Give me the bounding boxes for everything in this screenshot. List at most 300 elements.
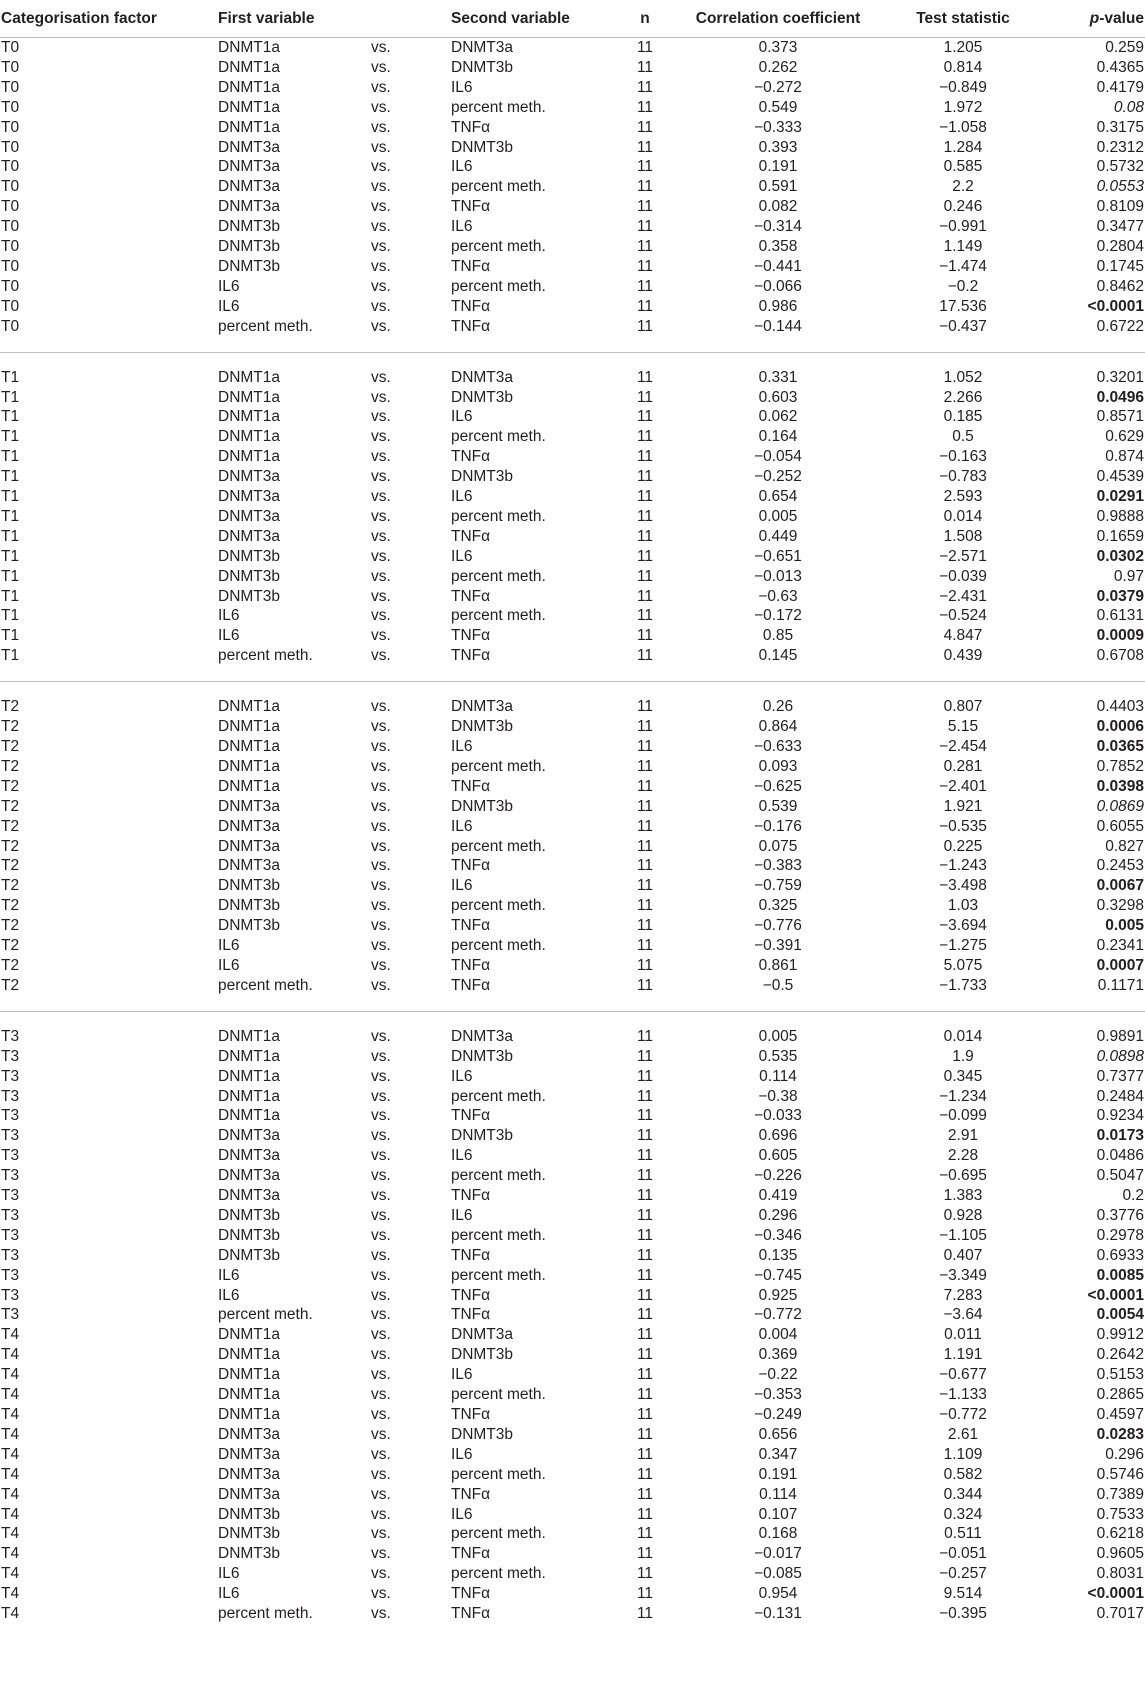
cell-vs: vs. <box>371 1226 391 1244</box>
table-row <box>0 177 1145 197</box>
cell-first-variable: DNMT3b <box>218 1545 281 1563</box>
cell-second-variable: IL6 <box>451 488 473 506</box>
cell-second-variable: DNMT3b <box>451 1047 514 1065</box>
cell-n: 11 <box>636 718 654 736</box>
cell-test-statistic: 0.185 <box>943 408 983 426</box>
cell-n: 11 <box>636 897 654 915</box>
cell-second-variable: percent meth. <box>451 837 546 855</box>
table-row <box>0 427 1145 447</box>
cell-test-statistic: 0.5 <box>952 428 974 446</box>
cell-test-statistic: 5.075 <box>943 956 983 974</box>
cell-p-value: 0.874 <box>1105 448 1144 466</box>
cell-second-variable: percent meth. <box>451 897 546 915</box>
cell-vs: vs. <box>371 257 391 275</box>
cell-test-statistic: −3.64 <box>943 1306 983 1324</box>
cell-n: 11 <box>636 917 654 935</box>
cell-correlation-coefficient: 0.107 <box>758 1505 798 1523</box>
cell-vs: vs. <box>371 238 391 256</box>
cell-n: 11 <box>636 527 654 545</box>
table-row <box>0 1505 1145 1525</box>
cell-correlation-coefficient: 0.539 <box>758 797 798 815</box>
cell-first-variable: DNMT3b <box>218 257 281 275</box>
table-row <box>0 1305 1145 1325</box>
cell-test-statistic: −0.772 <box>939 1406 987 1423</box>
group-separator <box>0 337 1145 353</box>
cell-vs: vs. <box>371 587 391 605</box>
cell-second-variable: TNFα <box>451 448 491 466</box>
table-row <box>0 896 1145 916</box>
table-row <box>0 157 1145 177</box>
cell-n: 11 <box>636 647 654 665</box>
cell-first-variable: DNMT3b <box>218 1246 281 1264</box>
table-row <box>0 277 1145 297</box>
cell-second-variable: percent meth. <box>451 1167 546 1185</box>
cell-n: 11 <box>636 1226 654 1244</box>
table-row <box>0 1226 1145 1246</box>
cell-categorisation-factor: T3 <box>1 1047 20 1065</box>
cell-categorisation-factor: T0 <box>1 158 20 176</box>
table-row <box>0 1286 1145 1306</box>
cell-categorisation-factor: T1 <box>1 587 20 605</box>
cell-correlation-coefficient: −0.249 <box>754 1406 802 1423</box>
cell-test-statistic: 0.582 <box>943 1465 983 1483</box>
table-row <box>0 1425 1145 1445</box>
table-row <box>0 527 1145 547</box>
cell-first-variable: DNMT3b <box>218 547 281 565</box>
cell-p-value: 0.08 <box>1113 98 1144 116</box>
cell-first-variable: DNMT3b <box>218 1206 281 1224</box>
table-row <box>0 956 1145 976</box>
cell-first-variable: IL6 <box>218 937 240 955</box>
cell-second-variable: DNMT3b <box>451 388 514 406</box>
cell-first-variable: DNMT3b <box>218 218 281 236</box>
spacer-cell <box>0 352 1145 368</box>
cell-first-variable: DNMT1a <box>218 98 281 116</box>
cell-p-value: 0.1659 <box>1096 527 1144 545</box>
cell-second-variable: TNFα <box>451 777 491 795</box>
cell-test-statistic: 0.439 <box>943 647 983 665</box>
cell-correlation-coefficient: 0.85 <box>762 627 794 645</box>
cell-vs: vs. <box>371 1326 391 1344</box>
cell-test-statistic: 1.052 <box>943 368 983 386</box>
cell-test-statistic: 0.281 <box>943 757 983 775</box>
cell-second-variable: TNFα <box>451 857 491 875</box>
cell-n: 11 <box>636 738 654 755</box>
cell-categorisation-factor: T4 <box>1 1485 20 1503</box>
cell-first-variable: DNMT1a <box>218 698 281 716</box>
cell-n: 11 <box>636 698 654 716</box>
cell-correlation-coefficient: −0.745 <box>754 1266 802 1284</box>
cell-vs: vs. <box>371 1266 391 1284</box>
cell-vs: vs. <box>371 1585 391 1603</box>
cell-n: 11 <box>636 1266 654 1284</box>
cell-test-statistic: −0.677 <box>939 1366 987 1384</box>
cell-vs: vs. <box>371 507 391 525</box>
cell-correlation-coefficient: 0.549 <box>758 98 798 116</box>
cell-categorisation-factor: T4 <box>1 1525 20 1543</box>
header-vs-spacer <box>371 0 451 38</box>
cell-vs: vs. <box>371 368 391 386</box>
table-row <box>0 487 1145 507</box>
cell-n: 11 <box>636 1147 654 1165</box>
cell-correlation-coefficient: −0.272 <box>754 78 802 96</box>
cell-vs: vs. <box>371 468 391 486</box>
cell-vs: vs. <box>371 1485 391 1503</box>
cell-second-variable: percent meth. <box>451 277 546 295</box>
cell-p-value: 0.2453 <box>1096 857 1144 875</box>
cell-n: 11 <box>636 837 654 855</box>
cell-vs: vs. <box>371 1246 391 1264</box>
cell-vs: vs. <box>371 1565 391 1583</box>
cell-vs: vs. <box>371 738 391 755</box>
table-row <box>0 1604 1145 1624</box>
group-separator <box>0 666 1145 682</box>
cell-correlation-coefficient: −0.346 <box>754 1226 802 1244</box>
header-first-variable: First variable <box>218 0 371 38</box>
cell-second-variable: DNMT3b <box>451 1425 514 1443</box>
cell-first-variable: DNMT1a <box>218 1406 281 1423</box>
cell-test-statistic: 0.928 <box>943 1206 983 1224</box>
cell-second-variable: TNFα <box>451 1107 491 1125</box>
cell-first-variable: DNMT3a <box>218 857 281 875</box>
cell-correlation-coefficient: 0.449 <box>758 527 798 545</box>
cell-p-value: 0.2978 <box>1096 1226 1144 1244</box>
cell-vs: vs. <box>371 178 391 196</box>
cell-correlation-coefficient: −0.314 <box>754 218 802 236</box>
cell-correlation-coefficient: −0.252 <box>754 468 802 486</box>
cell-p-value: 0.6218 <box>1096 1525 1144 1543</box>
cell-categorisation-factor: T2 <box>1 817 20 835</box>
cell-vs: vs. <box>371 58 391 76</box>
cell-vs: vs. <box>371 1187 391 1205</box>
cell-correlation-coefficient: −0.633 <box>754 738 802 755</box>
table-row <box>0 1325 1145 1345</box>
cell-n: 11 <box>636 1605 654 1623</box>
header-test-statistic: Test statistic <box>882 0 1044 38</box>
cell-correlation-coefficient: 0.145 <box>758 647 798 665</box>
cell-correlation-coefficient: 0.373 <box>758 39 798 56</box>
cell-second-variable: TNFα <box>451 647 491 665</box>
cell-n: 11 <box>636 317 654 335</box>
cell-test-statistic: 0.345 <box>943 1067 983 1085</box>
cell-first-variable: DNMT3a <box>218 1187 281 1205</box>
cell-correlation-coefficient: −0.226 <box>754 1167 802 1185</box>
cell-p-value: 0.2312 <box>1096 138 1144 156</box>
cell-test-statistic: −2.571 <box>939 547 987 565</box>
cell-correlation-coefficient: −0.38 <box>758 1087 798 1105</box>
cell-second-variable: TNFα <box>451 317 491 335</box>
cell-categorisation-factor: T2 <box>1 877 20 895</box>
cell-test-statistic: −3.498 <box>939 877 987 895</box>
cell-categorisation-factor: T1 <box>1 368 20 386</box>
cell-correlation-coefficient: 0.005 <box>758 1027 798 1045</box>
cell-first-variable: DNMT1a <box>218 1047 281 1065</box>
cell-second-variable: IL6 <box>451 738 473 755</box>
cell-p-value: 0.2 <box>1122 1187 1144 1205</box>
cell-categorisation-factor: T4 <box>1 1445 20 1463</box>
cell-correlation-coefficient: −0.085 <box>754 1565 802 1583</box>
cell-vs: vs. <box>371 297 391 315</box>
cell-first-variable: DNMT1a <box>218 1346 281 1364</box>
cell-correlation-coefficient: −0.759 <box>754 877 802 895</box>
cell-categorisation-factor: T4 <box>1 1346 20 1364</box>
cell-correlation-coefficient: 0.005 <box>758 507 798 525</box>
table-row <box>0 1266 1145 1286</box>
cell-n: 11 <box>636 78 654 96</box>
table-row <box>0 856 1145 876</box>
cell-first-variable: DNMT3b <box>218 1226 281 1244</box>
cell-first-variable: IL6 <box>218 607 240 625</box>
table-row <box>0 1485 1145 1505</box>
cell-test-statistic: −1.058 <box>939 118 987 136</box>
table-row <box>0 606 1145 626</box>
cell-first-variable: DNMT3b <box>218 897 281 915</box>
cell-second-variable: TNFα <box>451 1605 491 1623</box>
cell-test-statistic: 1.508 <box>943 527 983 545</box>
table-row <box>0 138 1145 158</box>
cell-p-value: 0.0379 <box>1096 587 1144 605</box>
cell-first-variable: DNMT1a <box>218 448 281 466</box>
cell-categorisation-factor: T0 <box>1 39 20 56</box>
cell-n: 11 <box>636 757 654 775</box>
cell-categorisation-factor: T4 <box>1 1425 20 1443</box>
table-row <box>0 916 1145 936</box>
table-row <box>0 118 1145 138</box>
cell-second-variable: DNMT3b <box>451 797 514 815</box>
cell-second-variable: TNFα <box>451 198 491 216</box>
cell-test-statistic: −0.535 <box>939 817 987 835</box>
cell-vs: vs. <box>371 837 391 855</box>
cell-categorisation-factor: T4 <box>1 1585 20 1603</box>
cell-p-value: 0.8571 <box>1096 408 1144 426</box>
cell-vs: vs. <box>371 1067 391 1085</box>
cell-first-variable: DNMT1a <box>218 408 281 426</box>
cell-first-variable: DNMT1a <box>218 1027 281 1045</box>
cell-n: 11 <box>636 1465 654 1483</box>
table-row <box>0 1246 1145 1266</box>
cell-categorisation-factor: T1 <box>1 527 20 545</box>
cell-p-value: 0.0283 <box>1096 1425 1144 1443</box>
header-p-value <box>1044 0 1145 38</box>
cell-test-statistic: −0.437 <box>939 317 987 335</box>
cell-categorisation-factor: T4 <box>1 1366 20 1384</box>
cell-n: 11 <box>636 1206 654 1224</box>
table-row <box>0 547 1145 567</box>
cell-categorisation-factor: T1 <box>1 607 20 625</box>
cell-second-variable: TNFα <box>451 976 491 994</box>
cell-test-statistic: −0.2 <box>947 277 979 295</box>
cell-first-variable: DNMT1a <box>218 388 281 406</box>
cell-p-value: 0.5732 <box>1096 158 1144 176</box>
cell-second-variable: TNFα <box>451 1246 491 1264</box>
cell-n: 11 <box>636 1565 654 1583</box>
cell-first-variable: IL6 <box>218 277 240 295</box>
cell-correlation-coefficient: −0.625 <box>754 777 802 795</box>
cell-second-variable: TNFα <box>451 297 491 315</box>
cell-correlation-coefficient: 0.535 <box>758 1047 798 1065</box>
cell-test-statistic: −1.733 <box>939 976 987 994</box>
cell-correlation-coefficient: 0.114 <box>759 1485 797 1503</box>
cell-correlation-coefficient: 0.369 <box>758 1346 798 1364</box>
cell-vs: vs. <box>371 1425 391 1443</box>
table-row <box>0 257 1145 277</box>
cell-first-variable: DNMT1a <box>218 118 281 136</box>
header-n: n <box>616 0 674 38</box>
cell-test-statistic: 1.9 <box>952 1047 974 1065</box>
cell-categorisation-factor: T1 <box>1 567 20 585</box>
cell-vs: vs. <box>371 1206 391 1224</box>
cell-vs: vs. <box>371 797 391 815</box>
cell-vs: vs. <box>371 976 391 994</box>
table-row <box>0 1106 1145 1126</box>
cell-n: 11 <box>636 198 654 216</box>
group-separator <box>0 996 1145 1012</box>
cell-second-variable: TNFα <box>451 917 491 935</box>
cell-first-variable: DNMT1a <box>218 1107 281 1125</box>
cell-second-variable: percent meth. <box>451 567 546 585</box>
cell-first-variable: DNMT3b <box>218 1505 281 1523</box>
cell-correlation-coefficient: 0.075 <box>758 837 798 855</box>
cell-categorisation-factor: T4 <box>1 1406 20 1423</box>
cell-first-variable: DNMT1a <box>218 1087 281 1105</box>
cell-p-value: 0.9888 <box>1096 507 1144 525</box>
cell-correlation-coefficient: 0.262 <box>758 58 798 76</box>
table-row <box>0 837 1145 857</box>
cell-p-value: 0.5746 <box>1096 1465 1144 1483</box>
cell-second-variable: IL6 <box>451 877 473 895</box>
cell-categorisation-factor: T2 <box>1 956 20 974</box>
cell-test-statistic: −0.849 <box>939 78 987 96</box>
cell-test-statistic: −2.454 <box>939 738 987 755</box>
spacer-cell <box>0 1011 1145 1027</box>
cell-correlation-coefficient: −0.066 <box>754 277 802 295</box>
cell-test-statistic: 2.2 <box>952 178 974 196</box>
cell-n: 11 <box>636 627 654 645</box>
cell-categorisation-factor: T1 <box>1 507 20 525</box>
cell-second-variable: percent meth. <box>451 1465 546 1483</box>
cell-p-value: 0.0398 <box>1096 777 1144 795</box>
cell-test-statistic: 4.847 <box>943 627 983 645</box>
cell-n: 11 <box>636 1406 654 1423</box>
cell-categorisation-factor: T2 <box>1 777 20 795</box>
table-row <box>0 567 1145 587</box>
cell-second-variable: percent meth. <box>451 1525 546 1543</box>
cell-second-variable: IL6 <box>451 218 473 236</box>
cell-first-variable: DNMT3b <box>218 238 281 256</box>
cell-test-statistic: −0.524 <box>939 607 987 625</box>
cell-second-variable: TNFα <box>451 1187 491 1205</box>
cell-test-statistic: −0.099 <box>939 1107 987 1125</box>
table-row <box>0 737 1145 757</box>
cell-vs: vs. <box>371 1107 391 1125</box>
spacer-cell <box>0 682 1145 698</box>
cell-test-statistic: −1.133 <box>939 1386 987 1404</box>
cell-test-statistic: 1.191 <box>943 1346 983 1364</box>
cell-p-value: 0.1745 <box>1096 257 1144 275</box>
cell-correlation-coefficient: −0.054 <box>754 448 802 466</box>
cell-first-variable: DNMT1a <box>218 718 281 736</box>
cell-test-statistic: 0.014 <box>943 507 983 525</box>
cell-categorisation-factor: T3 <box>1 1167 20 1185</box>
cell-second-variable: percent meth. <box>451 1386 546 1404</box>
cell-n: 11 <box>636 777 654 795</box>
cell-p-value: 0.6055 <box>1096 817 1144 835</box>
cell-p-value: 0.5153 <box>1096 1366 1144 1384</box>
table-row <box>0 1564 1145 1584</box>
cell-p-value: 0.6708 <box>1096 647 1144 665</box>
cell-test-statistic: 0.225 <box>943 837 983 855</box>
cell-first-variable: DNMT1a <box>218 368 281 386</box>
cell-test-statistic: −3.694 <box>939 917 987 935</box>
cell-test-statistic: 0.344 <box>943 1485 983 1503</box>
cell-categorisation-factor: T0 <box>1 98 20 116</box>
cell-p-value: 0.6933 <box>1096 1246 1144 1264</box>
cell-first-variable: DNMT3a <box>218 1127 281 1145</box>
cell-correlation-coefficient: 0.347 <box>758 1445 798 1463</box>
table-row <box>0 1027 1145 1047</box>
cell-vs: vs. <box>371 448 391 466</box>
cell-first-variable: percent meth. <box>218 647 313 665</box>
header-categorisation-factor: Categorisation factor <box>0 0 218 38</box>
cell-n: 11 <box>636 1187 654 1205</box>
table-row <box>0 98 1145 118</box>
cell-p-value: 0.9912 <box>1096 1326 1144 1344</box>
cell-categorisation-factor: T4 <box>1 1605 20 1623</box>
cell-categorisation-factor: T4 <box>1 1386 20 1404</box>
cell-correlation-coefficient: 0.093 <box>758 757 798 775</box>
cell-n: 11 <box>636 488 654 506</box>
cell-n: 11 <box>636 1346 654 1364</box>
cell-p-value: 0.005 <box>1105 917 1144 935</box>
cell-categorisation-factor: T1 <box>1 388 20 406</box>
cell-categorisation-factor: T2 <box>1 698 20 716</box>
cell-vs: vs. <box>371 817 391 835</box>
cell-vs: vs. <box>371 607 391 625</box>
cell-n: 11 <box>636 1127 654 1145</box>
cell-test-statistic: 0.246 <box>943 198 983 216</box>
cell-p-value: 0.4403 <box>1096 698 1144 716</box>
cell-vs: vs. <box>371 158 391 176</box>
cell-n: 11 <box>636 39 654 56</box>
cell-first-variable: DNMT3a <box>218 488 281 506</box>
cell-p-value: 0.2341 <box>1096 937 1144 955</box>
cell-vs: vs. <box>371 1346 391 1364</box>
table-row <box>0 1126 1145 1146</box>
table-row <box>0 1385 1145 1405</box>
cell-test-statistic: −0.395 <box>939 1605 987 1623</box>
cell-vs: vs. <box>371 1047 391 1065</box>
group-spacer <box>0 682 1145 698</box>
cell-test-statistic: 0.511 <box>944 1525 982 1543</box>
cell-correlation-coefficient: 0.325 <box>758 897 798 915</box>
cell-second-variable: DNMT3a <box>451 39 514 56</box>
cell-p-value: 0.1171 <box>1097 976 1144 994</box>
cell-vs: vs. <box>371 317 391 335</box>
cell-n: 11 <box>636 587 654 605</box>
table-row <box>0 1445 1145 1465</box>
table-row <box>0 467 1145 487</box>
table-row <box>0 1067 1145 1087</box>
cell-test-statistic: −0.783 <box>939 468 987 486</box>
cell-n: 11 <box>636 1047 654 1065</box>
cell-first-variable: DNMT3a <box>218 178 281 196</box>
cell-categorisation-factor: T4 <box>1 1565 20 1583</box>
cell-first-variable: percent meth. <box>218 1605 313 1623</box>
table-row <box>0 58 1145 78</box>
cell-p-value: 0.4365 <box>1096 58 1144 76</box>
cell-n: 11 <box>636 567 654 585</box>
cell-second-variable: IL6 <box>451 1206 473 1224</box>
